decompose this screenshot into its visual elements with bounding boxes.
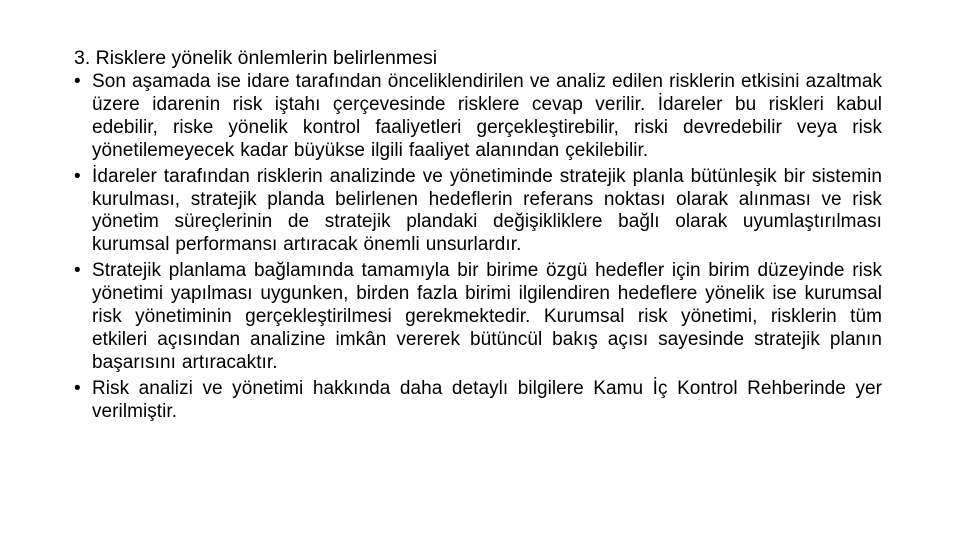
bullet-dot-icon: •: [74, 71, 81, 92]
slide-title: 3. Risklere yönelik önlemlerin belirlenmesi: [74, 47, 438, 69]
bullet-item: [74, 71, 882, 163]
bullet-text: Son aşamada ise idare tarafından önceliklendirilen ve analiz edilen risklerin etkisini azaltmak üzere idarenin risk iştahı çerçevesinde risklere cevap verilir. İdareler bu riskleri kabul edebilir, riske yönelik kontrol faaliyetleri gerçekleştirebilir, riski devredebilir veya risk yönetilemeyecek kadar büyükse ilgili faaliyet alanından çekilebilir.: [92, 71, 882, 161]
bullet-dot-icon: •: [74, 377, 81, 399]
bullet-list: [74, 71, 882, 424]
bullet-dot-icon: •: [74, 165, 81, 187]
bullet-item: [74, 260, 882, 375]
bullet-dot-icon: •: [74, 260, 81, 282]
bullet-item: [74, 378, 882, 424]
bullet-text: Stratejik planlama bağlamında tamamıyla bir birime özgü hedefler için birim düzeyinde risk yönetimi yapılması uygunken, birden fazla birimi ilgilendiren hedeflere yönelik ise kurumsal risk yönetiminin gerçekleştirilmesi gerekmektedir. Kurumsal risk yönetimi, risklerin tüm etkileri açısından analizine imkân vererek bütüncül bakış açısı sayesinde stratejik planın başarısını artıracaktır.: [92, 260, 882, 373]
slide-content: [74, 45, 882, 515]
bullet-text: Risk analizi ve yönetimi hakkında daha detaylı bilgilere Kamu İç Kontrol Rehberinde yer verilmiştir.: [92, 377, 882, 422]
bullet-item: [74, 166, 882, 258]
bullet-text: İdareler tarafından risklerin analizinde ve yönetiminde stratejik planla bütünleşik bir sistemin kurulması, stratejik planda belirlenen hedeflerin referans noktası olarak alınması ve risk yönetim süreçlerinin de stratejik plandaki değişikliklere bağlı olarak uyumlaştırılması kurumsal performansı artıracak önemli unsurlardır.: [92, 165, 882, 256]
